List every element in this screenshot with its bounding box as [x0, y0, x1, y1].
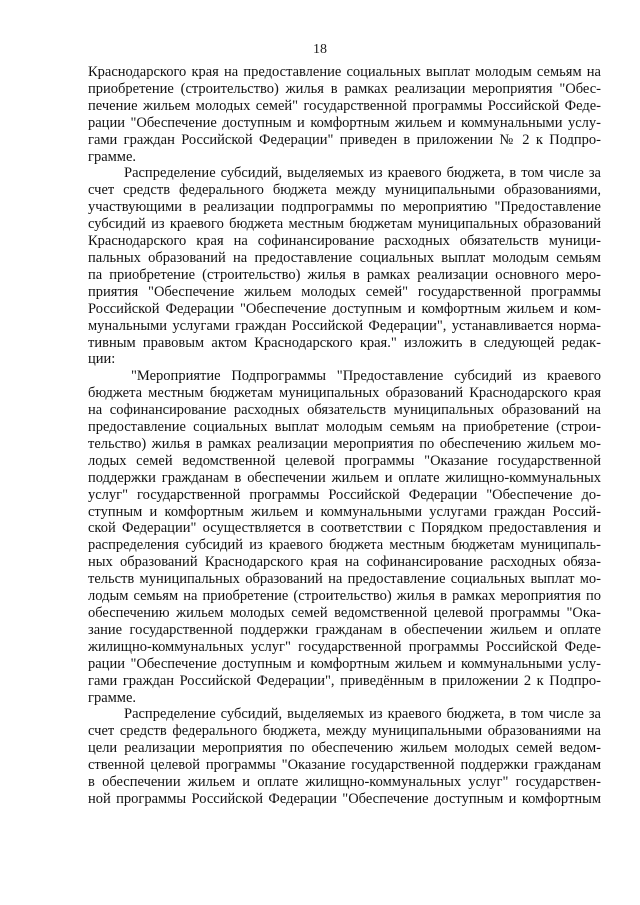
text-line: счет средств федерального бюджета между муниципальными образованиями,: [88, 182, 601, 199]
paragraph-4: [88, 706, 601, 807]
text-line: приобретение (строительство) жилья в рамках реализации мероприятия "Обес-: [88, 80, 601, 97]
paragraph-2: [88, 165, 601, 368]
text-line: участвующими в реализации подпрограммы по мероприятию "Предоставление: [88, 199, 601, 216]
text-line: приятия "Обеспечение жильем молодых семей" государственной программы: [88, 283, 601, 300]
text-line: пальных образований на предоставление социальных выплат молодым семьям: [88, 249, 601, 266]
text-line: Российской Федерации "Обеспечение доступным и комфортным жильем и ком-: [88, 300, 601, 317]
text-line: поддержки гражданам в обеспечении жильем и оплате жилищно-коммунальных: [88, 469, 601, 486]
text-line: зание государственной поддержки гражданам в обеспечении жильем и оплате: [88, 621, 601, 638]
text-line: грамме.: [88, 148, 137, 165]
text-line: тельств муниципальных образований на предоставление социальных выплат мо-: [88, 571, 601, 588]
document-body: [88, 64, 601, 808]
text-line: па приобретение (строительство) жилья в рамках реализации основного меро-: [88, 266, 601, 283]
text-line: жилищно-коммунальных услуг" государственной программы Российской Феде-: [88, 638, 601, 655]
text-line: рации "Обеспечение доступным и комфортным жильем и коммунальными услу-: [88, 114, 601, 131]
text-line: Распределение субсидий, выделяемых из краевого бюджета, в том числе за: [124, 706, 601, 723]
text-line: печение жильем молодых семей" государственной программы Российской Феде-: [88, 97, 601, 114]
text-line: гами граждан Российской Федерации", приведённым в приложении 2 к Подпро-: [88, 672, 601, 689]
text-line: на софинансирование расходных обязательств муниципальных образований на: [88, 402, 601, 419]
text-line: субсидий из краевого бюджета местным бюджетам муниципальных образований: [88, 216, 601, 233]
text-line: распределения субсидий из краевого бюджета местным бюджетам муниципаль-: [88, 537, 601, 554]
text-line: счет средств федерального бюджета, между муниципальными образованиями на: [88, 723, 601, 740]
text-line: ной программы Российской Федерации "Обеспечение доступным и комфортным: [88, 790, 601, 807]
text-line: ступным и комфортным жильем и коммунальными услугами граждан Россий-: [88, 503, 601, 520]
text-line: "Мероприятие Подпрограммы "Предоставление субсидий из краевого: [131, 368, 601, 385]
text-line: гами граждан Российской Федерации" приведен в приложении № 2 к Подпро-: [88, 131, 601, 148]
text-line: предоставление социальных выплат молодым семьям на приобретение (строи-: [88, 419, 601, 436]
text-line: обеспечению жильем молодых семей ведомственной целевой программы "Ока-: [88, 605, 601, 621]
text-line: цели реализации мероприятия по обеспечению жильем молодых семей ведом-: [88, 740, 601, 757]
text-line: в обеспечении жильем и оплате жилищно-коммунальных услуг" государствен-: [88, 774, 601, 791]
text-line: рации "Обеспечение доступным и комфортным жильем и коммунальными услу-: [88, 655, 601, 672]
text-line: ской Федерации" осуществляется в соответствии с Порядком предоставления и: [88, 520, 601, 537]
page-number: 18: [313, 42, 327, 57]
text-line: ции:: [88, 351, 116, 368]
text-line: лодых семей ведомственной целевой программы "Оказание государственной: [88, 452, 601, 469]
text-line: тельство) жилья в рамках реализации мероприятия по обеспечению жильем мо-: [88, 435, 601, 452]
text-line: Распределение субсидий, выделяемых из краевого бюджета, в том числе за: [124, 165, 601, 182]
text-line: бюджета местным бюджетам муниципальных образований Краснодарского края: [88, 385, 601, 402]
text-line: Краснодарского края на софинансирование расходных обязательств муници-: [88, 233, 601, 250]
text-line: услуг" государственной программы Российской Федерации "Обеспечение до-: [88, 486, 601, 503]
text-line: мунальными услугами граждан Российской Федерации", устанавливается норма-: [88, 317, 601, 334]
text-line: грамме.: [88, 689, 137, 706]
text-line: тивным правовым актом Краснодарского края." изложить в следующей редак-: [88, 334, 601, 351]
paragraph-3: [88, 368, 601, 706]
text-line: ственной целевой программы "Оказание государственной поддержки гражданам: [88, 757, 601, 774]
text-line: лодым семьям на приобретение (строительство) жилья в рамках мероприятия по: [88, 588, 601, 605]
paragraph-1: [88, 64, 601, 165]
text-line: Краснодарского края на предоставление социальных выплат молодым семьям на: [88, 64, 601, 80]
text-line: ных образований Краснодарского края на софинансирование расходных обяза-: [88, 554, 601, 571]
